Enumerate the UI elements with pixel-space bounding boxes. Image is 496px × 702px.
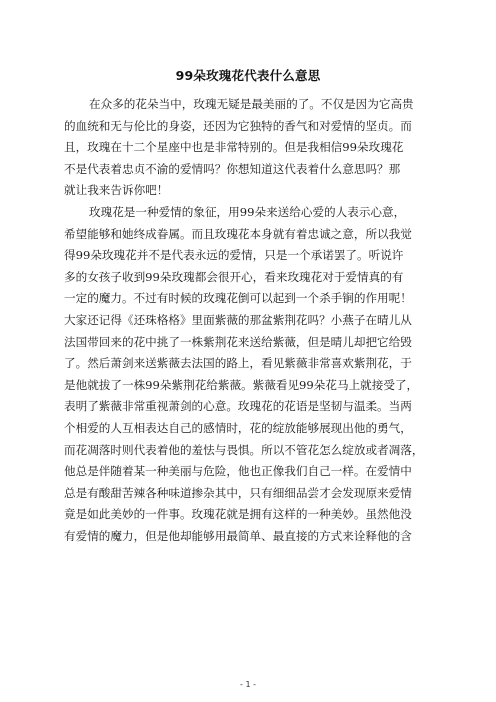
paragraph-line: 且，玫瑰在十二个星座中也是非常特别的。但是我相信99朵玫瑰花	[64, 140, 404, 155]
paragraph-line: 总是有酸甜苦辣各种味道掺杂其中，只有细细品尝才会发现原来爱情	[64, 485, 412, 500]
paragraph-line: 在众多的花朵当中，玫瑰无疑是最美丽的了。不仅是因为它高贵	[89, 97, 414, 111]
paragraph-line: 有爱情的魔力，但是他却能够用最简单、最直接的方式来诠释他的含	[64, 528, 412, 543]
paragraph-line: 了。然后萧剑来送紫薇去法国的路上，看见紫薇非常喜欢紫荆花，于	[64, 356, 412, 371]
page-number: - 1 -	[240, 680, 256, 689]
paragraph-line: 不是代表着忠贞不渝的爱情吗？你想知道这代表着什么意思吗？那	[64, 161, 401, 176]
paragraph-line: 玫瑰花是一种爱情的象征，用99朵来送给心爱的人表示心意，	[89, 204, 406, 219]
paragraph-line: 就让我来告诉你吧！	[64, 183, 169, 198]
paragraph-line: 个相爱的人互相表达自己的感情时，花的绽放能够展现出他的勇气，	[64, 420, 412, 435]
document-title: 99朵玫瑰花代表什么意思	[175, 68, 321, 83]
paragraph-line: 一定的魔力。不过有时候的玫瑰花倒可以起到一个杀手锏的作用呢！	[64, 291, 412, 306]
paragraph-line: 多的女孩子收到99朵玫瑰都会很开心，看来玫瑰花对于爱情真的有	[64, 269, 404, 284]
paragraph-line: 大家还记得《还珠格格》里面紫薇的那盆紫荆花吗？小燕子在晴儿从	[64, 312, 412, 327]
paragraph-line: 的血统和无与伦比的身姿，还因为它独特的香气和对爱情的坚贞。而	[64, 118, 412, 133]
paragraph-line: 法国带回来的花中挑了一株紫荆花来送给紫薇，但是晴儿却把它给毁	[64, 334, 412, 349]
paragraph-line: 而花凋落时则代表着他的羞怯与畏惧。所以不管花怎么绽放或者凋落，	[64, 442, 424, 457]
paragraph-line: 他总是伴随着某一种美丽与危险，他也正像我们自己一样。在爱情中	[64, 464, 412, 479]
paragraph-line: 是他就拔了一株99朵紫荆花给紫薇。紫薇看见99朵花马上就接受了，	[64, 377, 419, 392]
paragraph-line: 希望能够和她终成眷属。而且玫瑰花本身就有着忠诚之意，所以我觉	[64, 226, 412, 241]
paragraph-line: 得99朵玫瑰花并不是代表永远的爱情，只是一个承诺罢了。听说许	[64, 248, 404, 263]
paragraph-line: 竟是如此美妙的一件事。玫瑰花就是拥有这样的一种美妙。虽然他没	[64, 507, 412, 522]
document-body	[64, 94, 434, 547]
paragraph-line: 表明了紫薇非常重视萧剑的心意。玫瑰花的花语是坚韧与温柔。当两	[64, 399, 412, 414]
